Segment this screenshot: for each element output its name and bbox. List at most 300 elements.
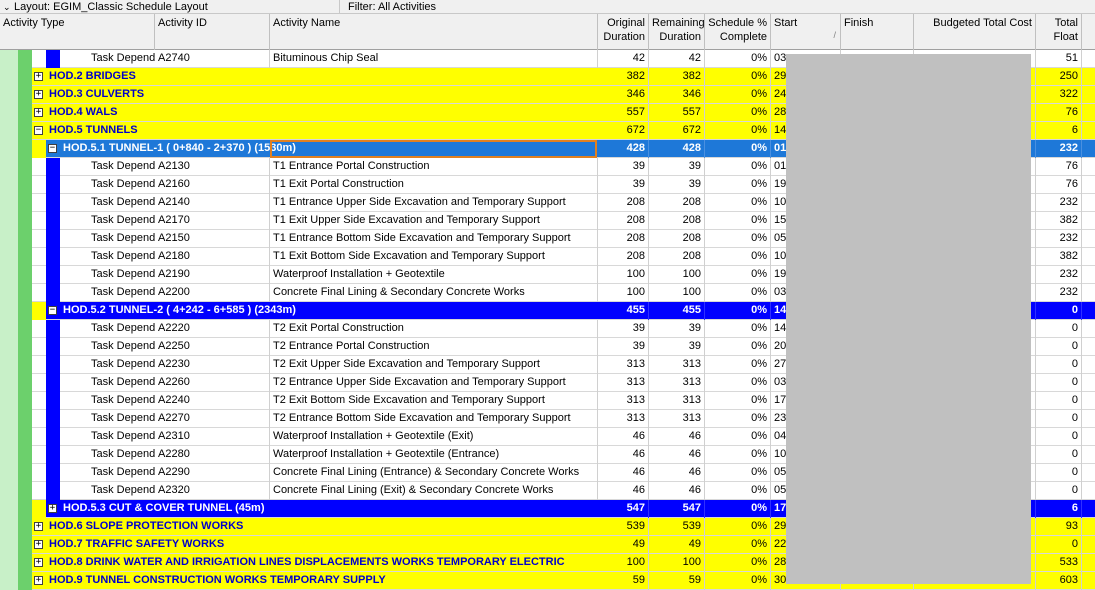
activity-id-cell[interactable]: A2140: [155, 194, 270, 212]
col-activity-name[interactable]: Activity Name: [270, 14, 598, 50]
remaining-duration-cell: 39: [649, 320, 705, 338]
schedule-percent-cell: 0%: [705, 518, 771, 536]
start-date-cell: 22: [771, 536, 841, 554]
total-float-cell: 0: [1036, 302, 1082, 320]
outline-level-1: [0, 320, 18, 338]
layout-label: Layout: EGIM_Classic Schedule Layout: [14, 1, 208, 13]
start-date-cell: 17: [771, 392, 841, 410]
activity-name-cell[interactable]: Concrete Final Lining (Exit) & Secondary Concrete Works: [270, 482, 598, 500]
schedule-percent-cell: 0%: [705, 410, 771, 428]
outline-level-3: [46, 284, 60, 302]
start-date-cell: 29: [771, 68, 841, 86]
activity-name-cell[interactable]: T2 Exit Upper Side Excavation and Temporary Support: [270, 356, 598, 374]
original-duration-cell: 313: [598, 410, 649, 428]
total-float-cell: 533: [1036, 554, 1082, 572]
total-float-cell: 603: [1036, 572, 1082, 590]
activity-name-cell[interactable]: T1 Entrance Portal Construction: [270, 158, 598, 176]
outline-level-2: [18, 212, 32, 230]
outline-level-3: [46, 158, 60, 176]
activity-id-cell[interactable]: A2260: [155, 374, 270, 392]
layout-selector[interactable]: [0, 0, 340, 13]
schedule-percent-cell: 0%: [705, 50, 771, 68]
outline-level-2: [18, 50, 32, 68]
col-finish[interactable]: Finish: [841, 14, 914, 50]
redacted-dates-block: [786, 54, 1031, 584]
schedule-percent-cell: 0%: [705, 446, 771, 464]
col-remaining-duration[interactable]: Remaining Duration: [649, 14, 705, 50]
start-date-cell: 03: [771, 50, 841, 68]
activity-id-cell[interactable]: A2170: [155, 212, 270, 230]
original-duration-cell: 455: [598, 302, 649, 320]
remaining-duration-cell: 46: [649, 446, 705, 464]
start-date-cell: 27: [771, 356, 841, 374]
outline-level-2: [18, 266, 32, 284]
activity-id-cell[interactable]: A2290: [155, 464, 270, 482]
original-duration-cell: 428: [598, 140, 649, 158]
total-float-cell: 6: [1036, 122, 1082, 140]
activity-type-cell: Task Depend: [91, 394, 156, 406]
start-date-cell: 04: [771, 428, 841, 446]
expand-icon[interactable]: +: [35, 89, 42, 99]
total-float-cell: 76: [1036, 158, 1082, 176]
schedule-percent-cell: 0%: [705, 428, 771, 446]
outline-level-2: [18, 392, 32, 410]
original-duration-cell: 672: [598, 122, 649, 140]
activity-id-cell[interactable]: A2150: [155, 230, 270, 248]
activity-name-cell[interactable]: T2 Exit Portal Construction: [270, 320, 598, 338]
outline-level-3: [46, 176, 60, 194]
total-float-cell: 0: [1036, 410, 1082, 428]
schedule-percent-cell: 0%: [705, 320, 771, 338]
col-original-duration[interactable]: Original Duration: [598, 14, 649, 50]
original-duration-cell: 208: [598, 248, 649, 266]
activity-type-cell: Task Depend: [91, 52, 156, 64]
activity-type-cell: Task Depend: [91, 322, 156, 334]
expand-icon[interactable]: +: [35, 71, 42, 81]
expand-icon[interactable]: +: [35, 575, 42, 585]
total-float-cell: 0: [1036, 374, 1082, 392]
expand-icon[interactable]: +: [35, 557, 42, 567]
outline-level-1: [0, 410, 18, 428]
total-float-cell: 0: [1036, 392, 1082, 410]
schedule-percent-cell: 0%: [705, 176, 771, 194]
remaining-duration-cell: 672: [649, 122, 705, 140]
remaining-duration-cell: 313: [649, 410, 705, 428]
outline-level-2: [18, 194, 32, 212]
remaining-duration-cell: 208: [649, 212, 705, 230]
total-float-cell: 232: [1036, 266, 1082, 284]
schedule-percent-cell: 0%: [705, 338, 771, 356]
outline-level-1: [0, 554, 18, 572]
start-date-cell: 19: [771, 176, 841, 194]
wbs-name-cell[interactable]: HOD.2 BRIDGES: [49, 70, 136, 82]
outline-level-1: [0, 212, 18, 230]
remaining-duration-cell: 547: [649, 500, 705, 518]
original-duration-cell: 39: [598, 158, 649, 176]
activity-id-cell[interactable]: A2240: [155, 392, 270, 410]
outline-level-2: [18, 572, 32, 590]
remaining-duration-cell: 100: [649, 266, 705, 284]
outline-level-3: [46, 248, 60, 266]
activity-type-cell: Task Depend: [91, 340, 156, 352]
activity-name-cell[interactable]: Waterproof Installation + Geotextile: [270, 266, 598, 284]
start-date-cell: 03: [771, 374, 841, 392]
outline-level-1: [0, 464, 18, 482]
total-float-cell: 0: [1036, 536, 1082, 554]
remaining-duration-cell: 59: [649, 572, 705, 590]
wbs-name-cell[interactable]: HOD.4 WALS: [49, 106, 118, 118]
start-date-cell: 14: [771, 302, 841, 320]
outline-level-3: [46, 392, 60, 410]
activity-id-cell[interactable]: A2740: [155, 50, 270, 68]
col-total-float[interactable]: Total Float: [1036, 14, 1082, 50]
outline-level-1: [0, 266, 18, 284]
schedule-percent-cell: 0%: [705, 86, 771, 104]
original-duration-cell: 208: [598, 194, 649, 212]
remaining-duration-cell: 346: [649, 86, 705, 104]
activity-type-cell: Task Depend: [91, 358, 156, 370]
outline-level-1: [0, 284, 18, 302]
outline-level-2: [18, 464, 32, 482]
outline-level-wbs: [32, 500, 46, 518]
total-float-cell: 322: [1036, 86, 1082, 104]
activity-name-cell[interactable]: T2 Entrance Portal Construction: [270, 338, 598, 356]
wbs-name-cell[interactable]: HOD.5 TUNNELS: [49, 124, 138, 136]
total-float-cell: 232: [1036, 230, 1082, 248]
activity-name-cell[interactable]: T2 Exit Bottom Side Excavation and Temporary Support: [270, 392, 598, 410]
outline-level-3: [46, 410, 60, 428]
start-date-cell: 05: [771, 482, 841, 500]
remaining-duration-cell: 46: [649, 428, 705, 446]
original-duration-cell: 100: [598, 266, 649, 284]
schedule-percent-cell: 0%: [705, 68, 771, 86]
activity-id-cell[interactable]: A2130: [155, 158, 270, 176]
schedule-percent-cell: 0%: [705, 140, 771, 158]
start-date-cell: 05: [771, 464, 841, 482]
original-duration-cell: 547: [598, 500, 649, 518]
total-float-cell: 0: [1036, 482, 1082, 500]
total-float-cell: 51: [1036, 50, 1082, 68]
sort-icon: /: [833, 30, 836, 40]
remaining-duration-cell: 208: [649, 194, 705, 212]
start-date-cell: 28: [771, 104, 841, 122]
outline-level-1: [0, 50, 18, 68]
activity-name-cell[interactable]: T1 Exit Bottom Side Excavation and Temporary Support: [270, 248, 598, 266]
expand-icon[interactable]: +: [49, 503, 56, 513]
original-duration-cell: 208: [598, 212, 649, 230]
start-date-cell: 28: [771, 554, 841, 572]
wbs-name-cell[interactable]: HOD.6 SLOPE PROTECTION WORKS: [49, 520, 244, 532]
activity-type-cell: Task Depend: [91, 466, 156, 478]
activity-id-cell[interactable]: A2310: [155, 428, 270, 446]
filter-label[interactable]: Filter: All Activities: [348, 1, 437, 13]
wbs-name-cell[interactable]: HOD.3 CULVERTS: [49, 88, 145, 100]
remaining-duration-cell: 313: [649, 356, 705, 374]
activity-type-cell: Task Depend: [91, 430, 156, 442]
outline-level-3: [46, 230, 60, 248]
activity-name-cell[interactable]: Waterproof Installation + Geotextile (Entrance): [270, 446, 598, 464]
start-date-cell: 14: [771, 122, 841, 140]
outline-level-2: [18, 338, 32, 356]
activity-id-cell[interactable]: A2320: [155, 482, 270, 500]
outline-level-3: [46, 338, 60, 356]
original-duration-cell: 539: [598, 518, 649, 536]
total-float-cell: 232: [1036, 194, 1082, 212]
start-date-cell: 01: [771, 158, 841, 176]
outline-level-2: [18, 86, 32, 104]
outline-level-1: [0, 572, 18, 590]
collapse-icon[interactable]: −: [49, 143, 56, 153]
outline-level-2: [18, 482, 32, 500]
remaining-duration-cell: 46: [649, 482, 705, 500]
activity-type-cell: Task Depend: [91, 178, 156, 190]
outline-level-3: [46, 266, 60, 284]
outline-level-1: [0, 230, 18, 248]
original-duration-cell: 46: [598, 428, 649, 446]
total-float-cell: 250: [1036, 68, 1082, 86]
activity-id-cell[interactable]: A2270: [155, 410, 270, 428]
outline-level-wbs: [32, 302, 46, 320]
outline-level-3: [46, 320, 60, 338]
outline-level-2: [18, 554, 32, 572]
remaining-duration-cell: 208: [649, 230, 705, 248]
outline-level-1: [0, 104, 18, 122]
outline-level-2: [18, 248, 32, 266]
schedule-percent-cell: 0%: [705, 104, 771, 122]
start-date-cell: 03: [771, 284, 841, 302]
wbs-name-cell[interactable]: HOD.7 TRAFFIC SAFETY WORKS: [49, 538, 225, 550]
activity-type-cell: Task Depend: [91, 250, 156, 262]
schedule-percent-cell: 0%: [705, 482, 771, 500]
total-float-cell: 0: [1036, 338, 1082, 356]
start-date-cell: 15: [771, 212, 841, 230]
total-float-cell: 0: [1036, 446, 1082, 464]
schedule-percent-cell: 0%: [705, 158, 771, 176]
outline-level-2: [18, 374, 32, 392]
original-duration-cell: 39: [598, 176, 649, 194]
schedule-percent-cell: 0%: [705, 284, 771, 302]
total-float-cell: 382: [1036, 212, 1082, 230]
total-float-cell: 0: [1036, 356, 1082, 374]
start-date-cell: 05: [771, 230, 841, 248]
start-date-cell: 01: [771, 140, 841, 158]
outline-level-3: [46, 428, 60, 446]
original-duration-cell: 557: [598, 104, 649, 122]
outline-level-2: [18, 320, 32, 338]
start-date-cell: 19: [771, 266, 841, 284]
schedule-percent-cell: 0%: [705, 464, 771, 482]
remaining-duration-cell: 100: [649, 554, 705, 572]
activity-type-cell: Task Depend: [91, 268, 156, 280]
activity-id-cell[interactable]: A2160: [155, 176, 270, 194]
outline-level-3: [46, 464, 60, 482]
activity-type-cell: Task Depend: [91, 412, 156, 424]
outline-level-3: [46, 212, 60, 230]
collapse-icon[interactable]: −: [35, 125, 42, 135]
wbs-name-cell[interactable]: HOD.8 DRINK WATER AND IRRIGATION LINES DISPLACEMENTS WORKS TEMPORARY ELECTRIC: [49, 556, 565, 568]
wbs-name-cell[interactable]: HOD.5.2 TUNNEL-2 ( 4+242 - 6+585 ) (2343m): [63, 304, 296, 316]
total-float-cell: 232: [1036, 140, 1082, 158]
outline-level-2: [18, 140, 32, 158]
outline-level-2: [18, 446, 32, 464]
wbs-name-cell[interactable]: HOD.9 TUNNEL CONSTRUCTION WORKS TEMPORARY SUPPLY: [49, 574, 386, 586]
outline-level-2: [18, 68, 32, 86]
total-float-cell: 0: [1036, 464, 1082, 482]
schedule-percent-cell: 0%: [705, 248, 771, 266]
total-float-cell: 76: [1036, 176, 1082, 194]
start-date-cell: 14: [771, 320, 841, 338]
activity-name-cell[interactable]: Concrete Final Lining & Secondary Concrete Works: [270, 284, 598, 302]
remaining-duration-cell: 39: [649, 338, 705, 356]
expand-icon[interactable]: +: [35, 539, 42, 549]
outline-level-2: [18, 302, 32, 320]
activity-type-cell: Task Depend: [91, 286, 156, 298]
wbs-name-cell[interactable]: HOD.5.1 TUNNEL-1 ( 0+840 - 2+370 ) (1530m): [63, 142, 296, 154]
outline-level-3: [46, 482, 60, 500]
remaining-duration-cell: 49: [649, 536, 705, 554]
outline-level-2: [18, 284, 32, 302]
remaining-duration-cell: 39: [649, 176, 705, 194]
outline-level-3: [46, 356, 60, 374]
outline-level-3: [46, 50, 60, 68]
outline-level-1: [0, 194, 18, 212]
outline-level-1: [0, 158, 18, 176]
col-schedule-complete[interactable]: Schedule % Complete: [705, 14, 771, 50]
expand-icon[interactable]: +: [35, 107, 42, 117]
original-duration-cell: 49: [598, 536, 649, 554]
outline-level-1: [0, 68, 18, 86]
start-date-cell: 17: [771, 500, 841, 518]
col-start[interactable]: Start /: [771, 14, 841, 50]
total-float-cell: 232: [1036, 284, 1082, 302]
activity-name-cell[interactable]: Bituminous Chip Seal: [270, 50, 598, 68]
outline-level-1: [0, 500, 18, 518]
layout-bar: [0, 0, 1095, 14]
activity-type-cell: Task Depend: [91, 484, 156, 496]
schedule-percent-cell: 0%: [705, 536, 771, 554]
wbs-name-cell[interactable]: HOD.5.3 CUT & COVER TUNNEL (45m): [63, 502, 265, 514]
activity-id-cell[interactable]: A2200: [155, 284, 270, 302]
original-duration-cell: 46: [598, 482, 649, 500]
activity-name-cell[interactable]: T2 Entrance Upper Side Excavation and Temporary Support: [270, 374, 598, 392]
total-float-cell: 6: [1036, 500, 1082, 518]
total-float-cell: 382: [1036, 248, 1082, 266]
activity-id-cell[interactable]: A2190: [155, 266, 270, 284]
activity-id-cell[interactable]: A2280: [155, 446, 270, 464]
start-date-cell: 10: [771, 248, 841, 266]
outline-level-1: [0, 338, 18, 356]
outline-level-wbs: [32, 140, 46, 158]
remaining-duration-cell: 39: [649, 158, 705, 176]
schedule-percent-cell: 0%: [705, 266, 771, 284]
schedule-percent-cell: 0%: [705, 392, 771, 410]
outline-level-2: [18, 428, 32, 446]
original-duration-cell: 313: [598, 374, 649, 392]
schedule-percent-cell: 0%: [705, 572, 771, 590]
start-date-cell: 23: [771, 410, 841, 428]
col-activity-type[interactable]: Activity Type: [0, 14, 155, 50]
outline-level-1: [0, 176, 18, 194]
start-date-cell: 30: [771, 572, 841, 590]
outline-level-2: [18, 104, 32, 122]
activity-name-cell[interactable]: T1 Exit Portal Construction: [270, 176, 598, 194]
activity-id-cell[interactable]: A2180: [155, 248, 270, 266]
outline-level-2: [18, 356, 32, 374]
remaining-duration-cell: 455: [649, 302, 705, 320]
outline-level-1: [0, 122, 18, 140]
outline-level-1: [0, 248, 18, 266]
collapse-icon[interactable]: −: [49, 305, 56, 315]
remaining-duration-cell: 382: [649, 68, 705, 86]
outline-level-2: [18, 518, 32, 536]
outline-level-2: [18, 536, 32, 554]
activity-type-cell: Task Depend: [91, 232, 156, 244]
schedule-percent-cell: 0%: [705, 212, 771, 230]
outline-level-1: [0, 428, 18, 446]
outline-level-2: [18, 158, 32, 176]
activity-name-cell[interactable]: T1 Entrance Bottom Side Excavation and Temporary Support: [270, 230, 598, 248]
activity-name-cell[interactable]: T2 Entrance Bottom Side Excavation and Temporary Support: [270, 410, 598, 428]
chevron-down-icon[interactable]: ⌄: [3, 2, 11, 12]
expand-icon[interactable]: +: [35, 521, 42, 531]
original-duration-cell: 39: [598, 320, 649, 338]
remaining-duration-cell: 46: [649, 464, 705, 482]
activity-id-cell[interactable]: A2230: [155, 356, 270, 374]
schedule-percent-cell: 0%: [705, 356, 771, 374]
remaining-duration-cell: 313: [649, 392, 705, 410]
activity-name-cell[interactable]: T1 Exit Upper Side Excavation and Temporary Support: [270, 212, 598, 230]
total-float-cell: 76: [1036, 104, 1082, 122]
remaining-duration-cell: 313: [649, 374, 705, 392]
remaining-duration-cell: 100: [649, 284, 705, 302]
activity-id-cell[interactable]: A2220: [155, 320, 270, 338]
outline-level-2: [18, 176, 32, 194]
original-duration-cell: 346: [598, 86, 649, 104]
activity-name-cell[interactable]: Waterproof Installation + Geotextile (Exit): [270, 428, 598, 446]
schedule-percent-cell: 0%: [705, 302, 771, 320]
outline-level-1: [0, 302, 18, 320]
outline-level-1: [0, 482, 18, 500]
outline-level-1: [0, 536, 18, 554]
schedule-percent-cell: 0%: [705, 230, 771, 248]
col-activity-id[interactable]: Activity ID: [155, 14, 270, 50]
original-duration-cell: 46: [598, 446, 649, 464]
original-duration-cell: 313: [598, 392, 649, 410]
original-duration-cell: 100: [598, 554, 649, 572]
activity-type-cell: Task Depend: [91, 376, 156, 388]
original-duration-cell: 382: [598, 68, 649, 86]
schedule-percent-cell: 0%: [705, 374, 771, 392]
schedule-percent-cell: 0%: [705, 194, 771, 212]
activity-type-cell: Task Depend: [91, 214, 156, 226]
column-header: [0, 14, 1095, 50]
outline-level-2: [18, 500, 32, 518]
activity-name-cell[interactable]: T1 Entrance Upper Side Excavation and Temporary Support: [270, 194, 598, 212]
activity-type-cell: Task Depend: [91, 196, 156, 208]
outline-level-2: [18, 122, 32, 140]
start-date-cell: 20: [771, 338, 841, 356]
activity-name-cell[interactable]: Concrete Final Lining (Entrance) & Secondary Concrete Works: [270, 464, 598, 482]
activity-id-cell[interactable]: A2250: [155, 338, 270, 356]
remaining-duration-cell: 539: [649, 518, 705, 536]
outline-level-3: [46, 374, 60, 392]
outline-level-2: [18, 410, 32, 428]
col-budgeted-total-cost[interactable]: Budgeted Total Cost: [914, 14, 1036, 50]
outline-level-1: [0, 86, 18, 104]
start-date-cell: 24: [771, 86, 841, 104]
remaining-duration-cell: 557: [649, 104, 705, 122]
schedule-percent-cell: 0%: [705, 500, 771, 518]
